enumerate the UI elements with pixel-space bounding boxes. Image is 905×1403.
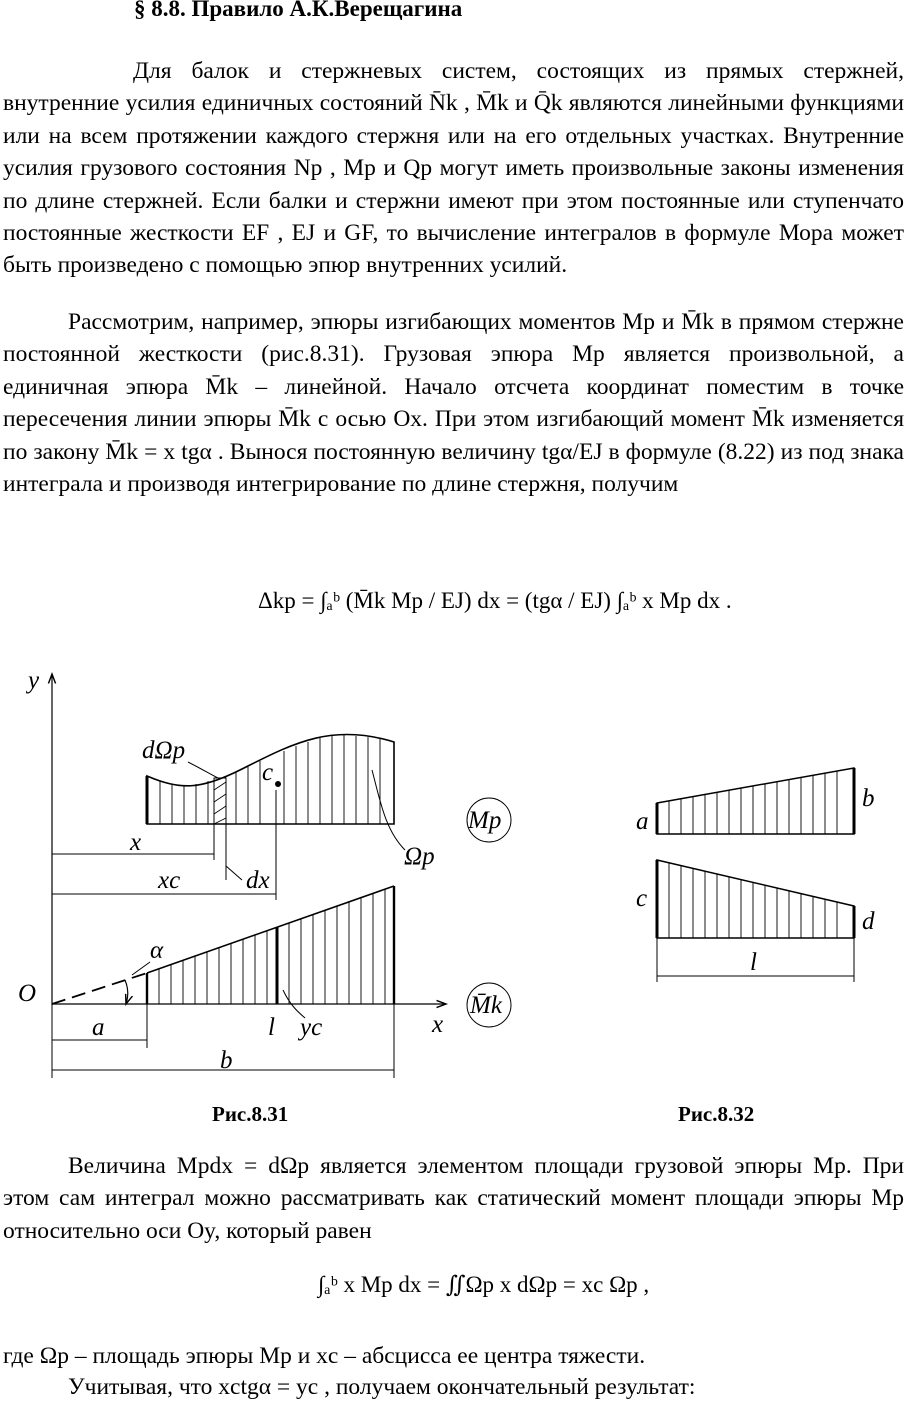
- paragraph-5: Учитывая, что xctgα = yc , получаем окончательный результат:: [68, 1374, 696, 1400]
- fig1-label-omega: Ωp: [404, 843, 435, 870]
- fig1-label-domega: dΩp: [142, 737, 186, 764]
- formula-2: ∫ₐᵇ x Mp dx = ∬Ωp x dΩp = xc Ωp ,: [318, 1272, 650, 1297]
- fig2-label-c: c: [636, 885, 648, 912]
- fig2-label-d: d: [862, 908, 875, 935]
- figure-2-caption: Рис.8.32: [678, 1102, 755, 1126]
- fig1-label-origin: O: [18, 980, 37, 1007]
- fig1-label-y: y: [28, 667, 40, 694]
- figure-8-31: [0, 660, 520, 1080]
- fig2-label-a: a: [636, 808, 649, 835]
- fig1-label-mp: Mp: [468, 807, 502, 834]
- paragraph-2: Рассмотрим, например, эпюры изгибающих моментов Mp и M̄k в прямом стержне постоянной жесткости (рис.8.31). Грузовая эпюра Mp является произвольной, а единичная эпюра M̄k – линейной. Начало отсчета координат поместим в точке пересечения линии эпюры M̄k с осью Ox. При этом изгибающий момент M̄k изменяется по закону M̄k = x tgα . Вынося постоянную величину tgα/EJ в формуле (8.22) из под знака интеграла и производя интегрирование по длине стержня, получим: [3, 309, 904, 498]
- fig1-label-l: l: [268, 1014, 275, 1041]
- fig1-label-b: b: [220, 1047, 233, 1074]
- paragraph-1: Для балок и стержневых систем, состоящих из прямых стержней, внутренние усилия единичных состояний N̄k , M̄k и Q̄k являются линейными функциями или на всем протяжении каждого стержня или на его отдельных участках. Внутренние усилия грузового состояния Np , Mp и Qp могут иметь произвольные законы изменения по длине стержней. Если балки и стержни имеют при этом постоянные или ступенчато постоянные жесткости EF , EJ и GF, то вычисление интегралов в формуле Мора может быть произведено с помощью эпюр внутренних усилий.: [3, 58, 904, 279]
- mk-diagram-top: [147, 886, 394, 973]
- fig1-label-a: a: [92, 1014, 105, 1041]
- fig1-label-x-axis: x: [432, 1011, 444, 1038]
- fig1-label-x: x: [130, 829, 142, 856]
- figure-1-caption: Рис.8.31: [212, 1102, 289, 1126]
- trapezoid-cd: [657, 860, 854, 938]
- paragraph-4: где Ωp – площадь эпюры Mp и xc – абсцисса ее центра тяжести.: [3, 1343, 646, 1369]
- section-heading: § 8.8. Правило А.К.Верещагина: [134, 0, 463, 21]
- fig1-label-dx: dx: [246, 867, 270, 894]
- figure-8-32: [620, 755, 890, 985]
- mk-extension-dashed: [52, 973, 147, 1004]
- paragraph-3: Величина Mpdx = dΩp является элементом площади грузовой эпюры Mp. При этом сам интеграл можно рассматривать как статический момент площади эпюры Mp относительно оси Oy, который равен: [3, 1153, 904, 1244]
- trapezoid-ab: [657, 768, 854, 834]
- fig2-label-b: b: [862, 785, 875, 812]
- formula-1: Δkp = ∫ₐᵇ (M̄k Mp / EJ) dx = (tgα / EJ) ∫ₐᵇ x Mp dx .: [258, 588, 732, 613]
- fig1-label-mk: M̄k: [470, 992, 502, 1019]
- fig1-label-alpha: α: [150, 937, 164, 964]
- fig1-label-xc: xc: [158, 867, 181, 894]
- fig1-label-c: c: [262, 759, 274, 786]
- fig1-label-yc: yc: [300, 1014, 323, 1041]
- fig2-label-l: l: [750, 949, 757, 976]
